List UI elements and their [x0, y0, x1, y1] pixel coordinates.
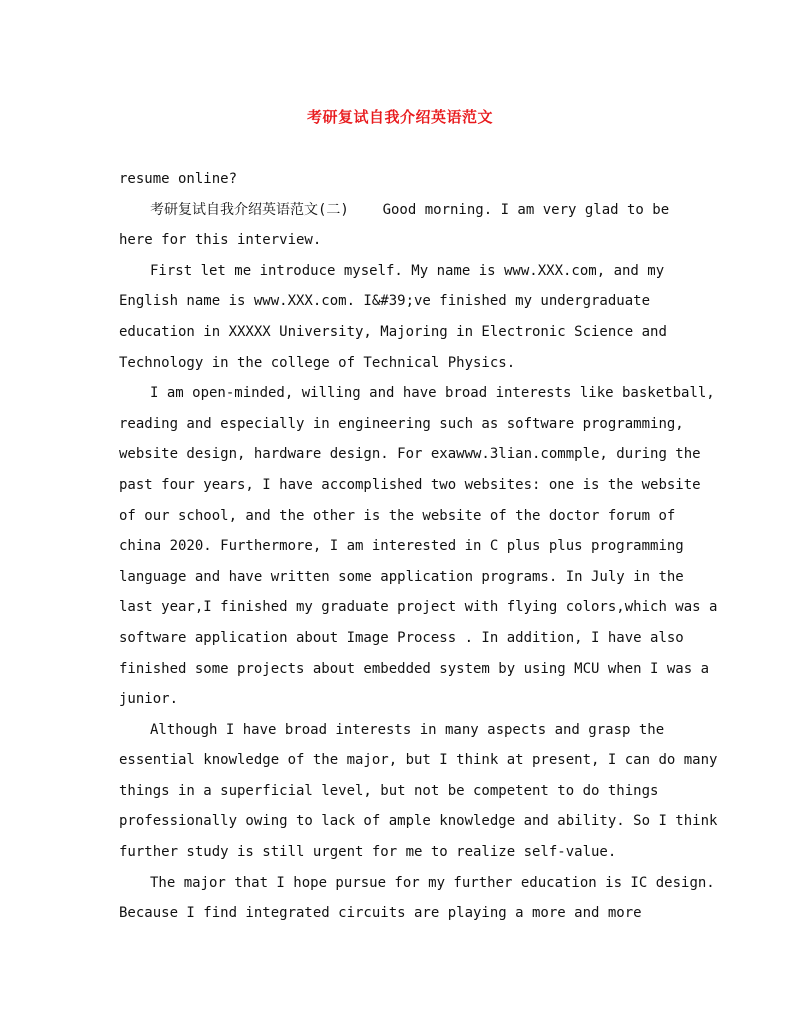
text-line: website design, hardware design. For exawww.3lian.commple, during the	[119, 446, 701, 463]
text-line: here for this interview.	[119, 232, 322, 249]
text-line: last year,I finished my graduate project with flying colors,which was a	[119, 599, 718, 616]
text-line: essential knowledge of the major, but I think at present, I can do many	[119, 752, 718, 769]
text-line: I am open-minded, willing and have broad interests like basketball,	[150, 385, 715, 402]
text-line: English name is www.XXX.com. I&#39;ve finished my undergraduate	[119, 293, 651, 310]
text-line: resume online?	[119, 171, 238, 187]
text-line: software application about Image Process . In addition, I have also	[119, 629, 684, 646]
text-line: things in a superficial level, but not be competent to do things	[119, 782, 659, 799]
document-body	[119, 164, 718, 929]
text-line: Although I have broad interests in many aspects and grasp the	[150, 721, 665, 738]
text-line: of our school, and the other is the website of the doctor forum of	[119, 507, 676, 524]
text-line: The major that I hope pursue for my further education is IC design.	[150, 874, 715, 891]
text-line: china 2020. Furthermore, I am interested in C plus plus programming	[119, 538, 684, 555]
text-line: reading and especially in engineering such as software programming,	[119, 415, 684, 432]
text-line: education in XXXXX University, Majoring in Electronic Science and	[119, 323, 667, 340]
text-line: further study is still urgent for me to realize self-value.	[119, 844, 617, 861]
text-line: First let me introduce myself. My name is www.XXX.com, and my	[150, 262, 665, 279]
text-line: professionally owing to lack of ample knowledge and ability. So I think	[119, 813, 718, 830]
document-title: 考研复试自我介绍英语范文	[306, 108, 493, 126]
text-line: finished some projects about embedded system by using MCU when I was a	[119, 660, 710, 677]
text-line: Technology in the college of Technical Physics.	[119, 354, 516, 371]
text-line: 考研复试自我介绍英语范文(二) Good morning. I am very glad to be	[150, 201, 670, 218]
text-line: Because I find integrated circuits are playing a more and more	[119, 905, 642, 922]
text-line: past four years, I have accomplished two websites: one is the website	[119, 476, 701, 493]
text-line: junior.	[119, 691, 179, 708]
text-line: language and have written some application programs. In July in the	[119, 568, 684, 585]
